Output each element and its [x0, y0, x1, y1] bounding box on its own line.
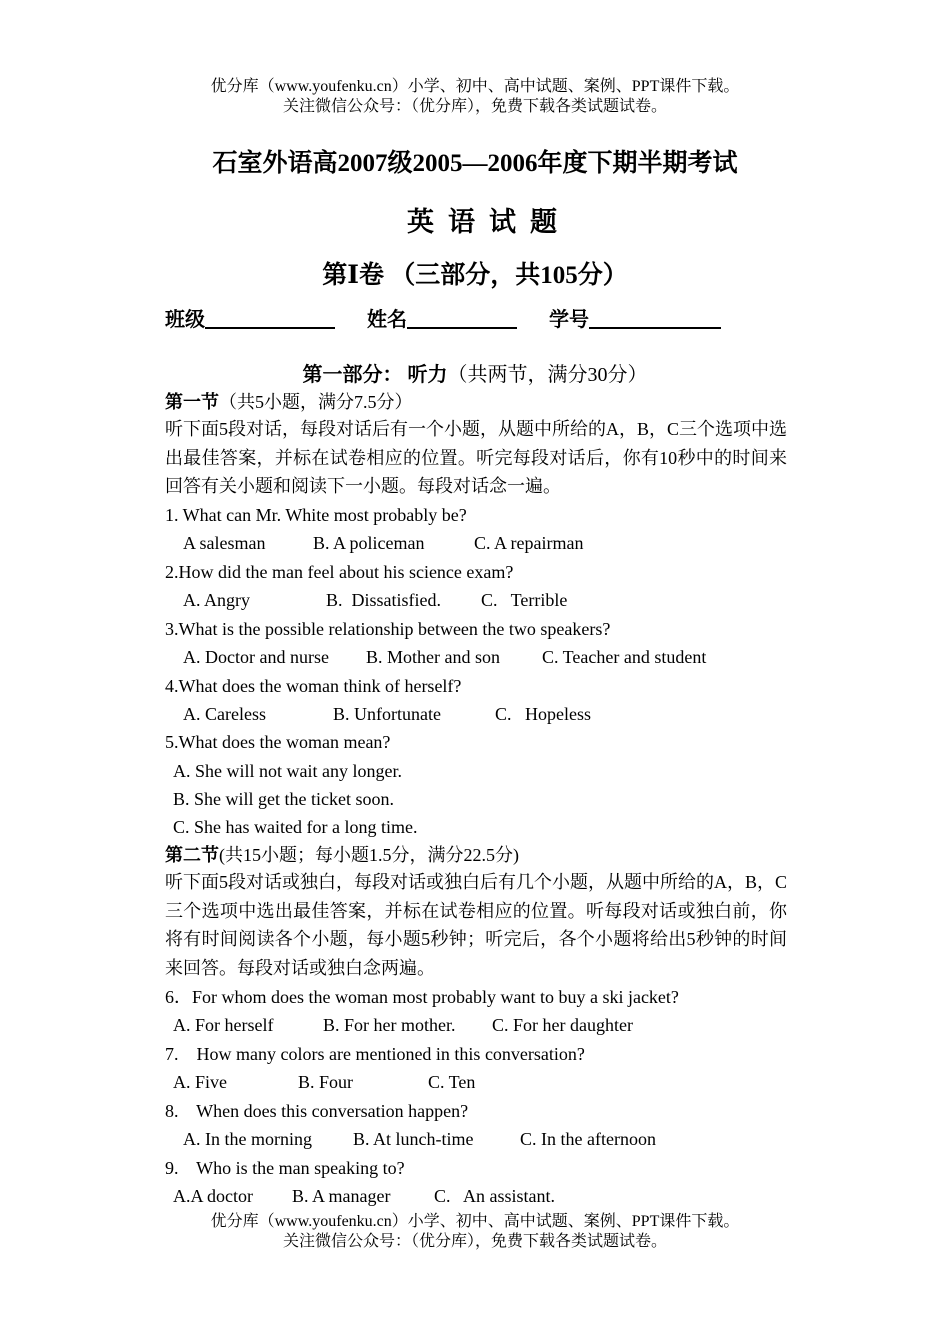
header-line-2: 关注微信公众号：（优分库），免费下载各类试题试卷。 — [282, 98, 667, 115]
question-7-options — [165, 1068, 475, 1096]
question-9-stem: 9. Who is the man speaking to? — [165, 1158, 405, 1178]
student-info-fields — [165, 302, 721, 332]
question-1-options — [165, 529, 583, 557]
question-4-stem: 4.What does the woman think of herself? — [165, 676, 462, 696]
q2-option-b[interactable]: B. Dissatisfied. — [326, 590, 441, 610]
q2-option-c[interactable]: C. Terrible — [481, 590, 568, 610]
section2-note: (共15小题；每小题1.5分，满分22.5分) — [219, 845, 519, 865]
volume-label: 第Ⅰ卷 — [322, 262, 384, 289]
footer-line-1: 优分库（www.youfenku.cn）小学、初中、高中试题、案例、PPT课件下载。 — [210, 1213, 740, 1230]
q5-option-c[interactable]: C. She has waited for a long time. — [173, 817, 418, 837]
question-5-stem: 5.What does the woman mean? — [165, 732, 391, 752]
question-2-stem: 2.How did the man feel about his science exam? — [165, 562, 514, 582]
question-8-options — [165, 1125, 656, 1153]
section1-note: （共5小题，满分7.5分） — [219, 392, 413, 412]
section1-instructions: 听下面5段对话，每段对话后有一个小题，从题中所给的A，B，C三个选项中选出最佳答案，并标在试卷相应的位置。听完每段对话后，你有10秒中的时间来回答有关小题和阅读下一小题。每段对话念一遍。 — [165, 419, 788, 496]
section1-label: 第一节 — [165, 392, 219, 412]
section2-instructions: 听下面5段对话或独白，每段对话或独白后有几个小题，从题中所给的A，B，C三个选项中选出最佳答案，并标在试卷相应的位置。听每段对话或独白前，你将有时间阅读各个小题，每小题5秒钟；听完后，各个小题将给出5秒钟的时间来回答。每段对话或独白念两遍。 — [165, 872, 788, 978]
question-1-stem: 1. What can Mr. White most probably be? — [165, 505, 467, 525]
part1-note: （共两节，满分30分） — [447, 364, 648, 386]
q3-option-c[interactable]: C. Teacher and student — [542, 647, 707, 667]
q1-option-b[interactable]: B. A policeman — [313, 533, 425, 553]
question-2-options — [165, 586, 567, 614]
q9-option-a[interactable]: A.A doctor — [173, 1186, 253, 1206]
part1-name: 听力 — [407, 364, 448, 386]
number-field-label: 学号 — [549, 309, 589, 331]
q1-option-a[interactable]: A salesman — [183, 533, 266, 553]
question-7-stem: 7. How many colors are mentioned in this conversation? — [165, 1044, 585, 1064]
q3-option-b[interactable]: B. Mother and son — [366, 647, 500, 667]
question-6-options — [165, 1011, 633, 1039]
name-field-blank[interactable] — [407, 305, 517, 329]
part1-title: 第一部分： — [302, 364, 403, 386]
footer-line-2: 关注微信公众号：（优分库），免费下载各类试题试卷。 — [282, 1233, 667, 1250]
q1-option-c[interactable]: C. A repairman — [474, 533, 584, 553]
q7-option-b[interactable]: B. Four — [298, 1072, 354, 1092]
q5-option-a[interactable]: A. She will not wait any longer. — [173, 761, 402, 781]
question-8-stem: 8. When does this conversation happen? — [165, 1101, 469, 1121]
q6-option-a[interactable]: A. For herself — [173, 1015, 274, 1035]
q6-option-b[interactable]: B. For her mother. — [323, 1015, 456, 1035]
class-field-label: 班级 — [165, 309, 205, 331]
q6-option-c[interactable]: C. For her daughter — [492, 1015, 633, 1035]
q8-option-b[interactable]: B. At lunch-time — [353, 1129, 474, 1149]
name-field-label: 姓名 — [367, 309, 407, 331]
question-6-stem: 6．For whom does the woman most probably want to buy a ski jacket? — [165, 987, 679, 1007]
q9-option-c[interactable]: C. An assistant. — [434, 1186, 556, 1206]
class-field-blank[interactable] — [205, 305, 335, 329]
question-3-options — [165, 643, 706, 671]
q4-option-c[interactable]: C. Hopeless — [495, 704, 591, 724]
q9-option-b[interactable]: B. A manager — [292, 1186, 391, 1206]
section1-heading — [165, 388, 413, 416]
q7-option-a[interactable]: A. Five — [173, 1072, 227, 1092]
question-9-options — [165, 1182, 555, 1210]
q8-option-a[interactable]: A. In the morning — [183, 1129, 312, 1149]
part1-heading — [0, 358, 950, 387]
q8-option-c[interactable]: C. In the afternoon — [520, 1129, 656, 1149]
q4-option-a[interactable]: A. Careless — [183, 704, 266, 724]
q2-option-a[interactable]: A. Angry — [183, 590, 250, 610]
section2-heading — [165, 841, 519, 869]
q3-option-a[interactable]: A. Doctor and nurse — [183, 647, 329, 667]
volume-title — [0, 255, 950, 291]
question-4-options — [165, 700, 591, 728]
q7-option-c[interactable]: C. Ten — [428, 1072, 476, 1092]
subject-title: 英语试题 — [407, 207, 571, 237]
section2-label: 第二节 — [165, 845, 219, 865]
number-field-blank[interactable] — [589, 305, 721, 329]
q4-option-b[interactable]: B. Unfortunate — [333, 704, 441, 724]
question-3-stem: 3.What is the possible relationship between the two speakers? — [165, 619, 611, 639]
q5-option-b[interactable]: B. She will get the ticket soon. — [173, 789, 394, 809]
exam-title: 石室外语高2007级2005—2006年度下期半期考试 — [212, 150, 738, 177]
volume-note: （三部分，共105分） — [390, 262, 628, 289]
header-line-1: 优分库（www.youfenku.cn）小学、初中、高中试题、案例、PPT课件下载。 — [210, 78, 740, 95]
